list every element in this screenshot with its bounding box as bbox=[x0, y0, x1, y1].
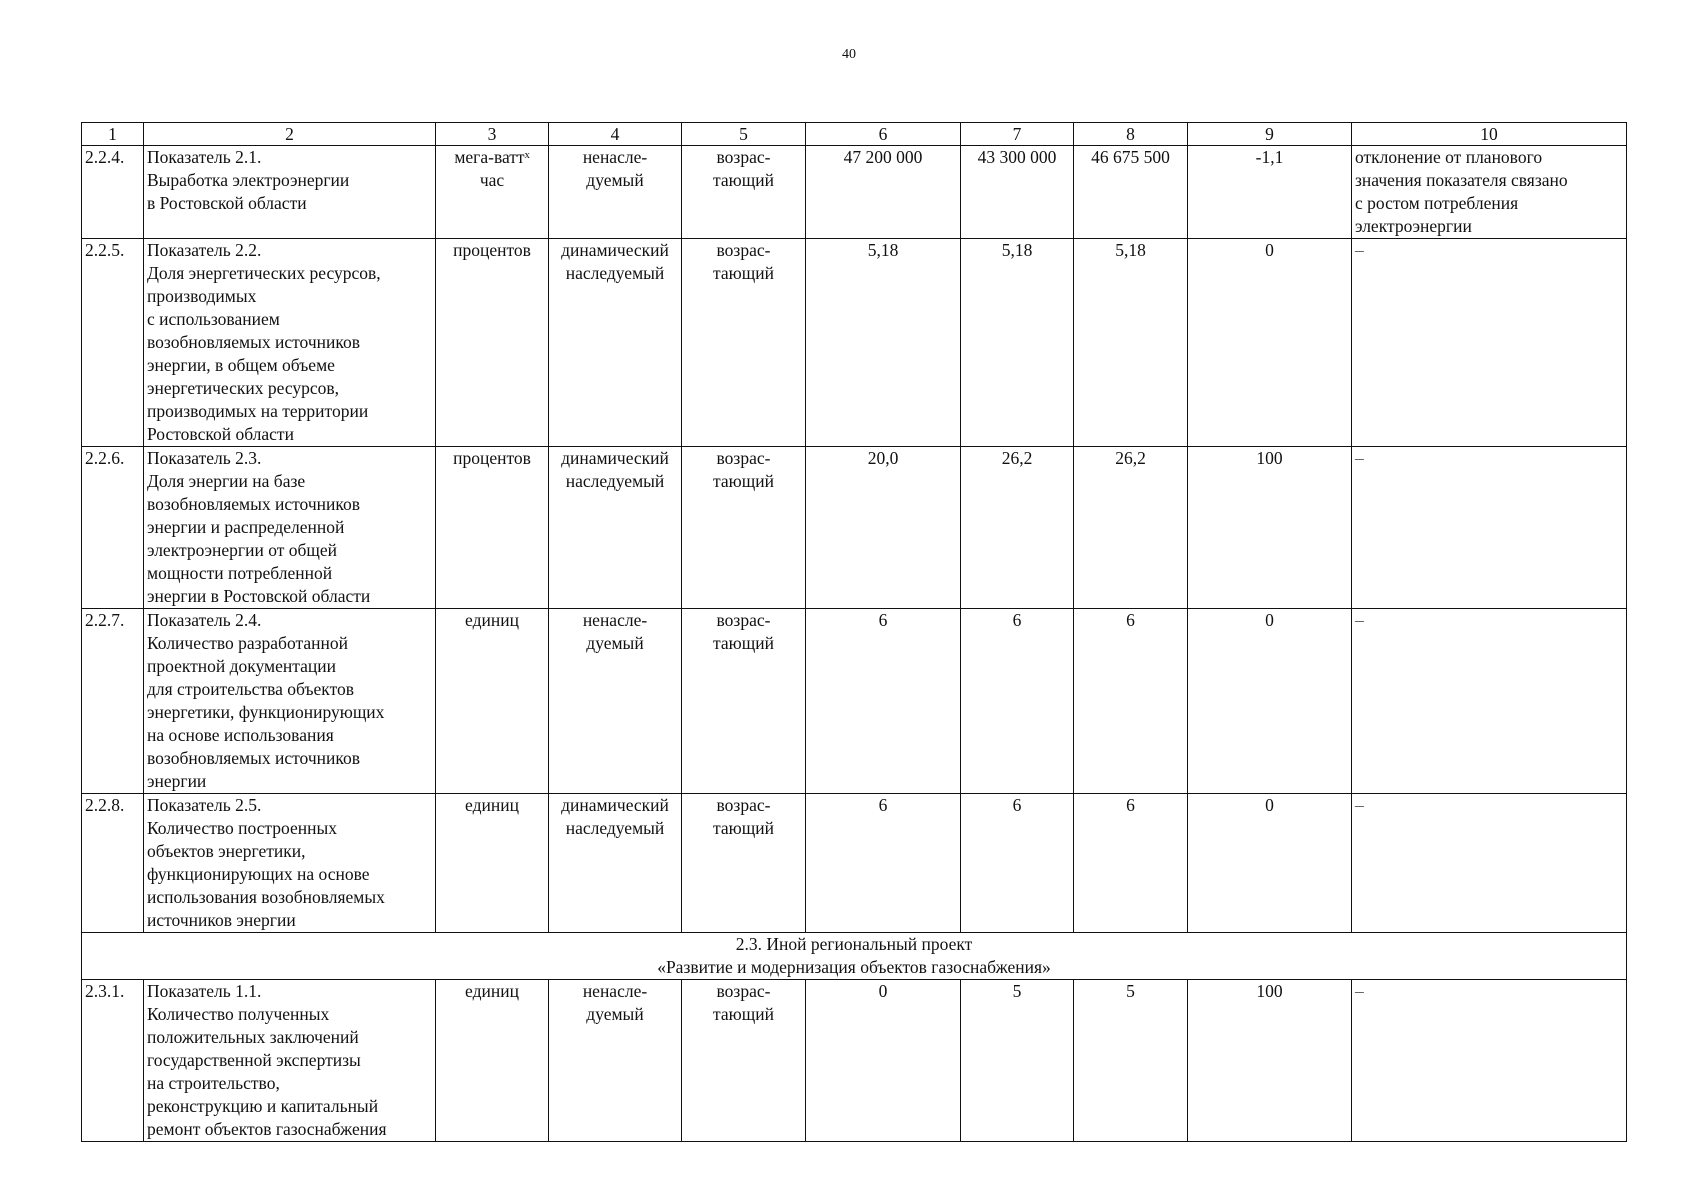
table-row bbox=[82, 794, 1627, 933]
column-header: 5 bbox=[682, 123, 806, 146]
actual-value: 26,2 bbox=[961, 447, 1074, 609]
section-title: 2.3. Иной региональный проект «Развитие и модернизация объектов газоснабжения» bbox=[82, 933, 1627, 980]
indicator-name: Показатель 2.4. Количество разработанной проектной документации для строительства объектов энергетики, функционирующих на основе использования возобновляемых источников энергии bbox=[144, 609, 436, 794]
indicator-direction: возрас- тающий bbox=[682, 609, 806, 794]
deviation-value: 0 bbox=[1188, 609, 1352, 794]
column-header: 9 bbox=[1188, 123, 1352, 146]
indicator-name: Показатель 2.3. Доля энергии на базе возобновляемых источников энергии и распределенной электроэнергии от общей мощности потребленной энергии в Ростовской области bbox=[144, 447, 436, 609]
column-header: 1 bbox=[82, 123, 144, 146]
deviation-note: отклонение от планового значения показателя связано с ростом потребления электроэнергии bbox=[1352, 146, 1627, 239]
table-row bbox=[82, 447, 1627, 609]
planned-value: 6 bbox=[806, 609, 961, 794]
column-header: 8 bbox=[1074, 123, 1188, 146]
section-row bbox=[82, 933, 1627, 980]
column-header: 6 bbox=[806, 123, 961, 146]
row-number: 2.2.6. bbox=[82, 447, 144, 609]
planned-value: 47 200 000 bbox=[806, 146, 961, 239]
column-header: 3 bbox=[436, 123, 549, 146]
value-col-8: 46 675 500 bbox=[1074, 146, 1188, 239]
indicator-name: Показатель 2.2. Доля энергетических ресурсов, производимых с использованием возобновляемых источников энергии, в общем объеме энергетических ресурсов, производимых на территории Ростовской области bbox=[144, 239, 436, 447]
actual-value: 43 300 000 bbox=[961, 146, 1074, 239]
deviation-note: – bbox=[1352, 239, 1627, 447]
indicator-type: динамический наследуемый bbox=[549, 239, 682, 447]
planned-value: 20,0 bbox=[806, 447, 961, 609]
column-header: 7 bbox=[961, 123, 1074, 146]
indicator-direction: возрас- тающий bbox=[682, 146, 806, 239]
deviation-note: – bbox=[1352, 980, 1627, 1142]
deviation-value: 100 bbox=[1188, 980, 1352, 1142]
indicator-name: Показатель 2.1. Выработка электроэнергии в Ростовской области bbox=[144, 146, 436, 239]
unit-of-measure: мега-ваттˣ час bbox=[436, 146, 549, 239]
value-col-8: 5,18 bbox=[1074, 239, 1188, 447]
table-row bbox=[82, 239, 1627, 447]
actual-value: 5,18 bbox=[961, 239, 1074, 447]
planned-value: 5,18 bbox=[806, 239, 961, 447]
deviation-note: – bbox=[1352, 794, 1627, 933]
indicator-type: ненасле- дуемый bbox=[549, 146, 682, 239]
column-header-row bbox=[82, 123, 1627, 146]
indicator-type: ненасле- дуемый bbox=[549, 980, 682, 1142]
deviation-note: – bbox=[1352, 609, 1627, 794]
table-row bbox=[82, 146, 1627, 239]
row-number: 2.2.5. bbox=[82, 239, 144, 447]
unit-of-measure: единиц bbox=[436, 980, 549, 1142]
column-header: 2 bbox=[144, 123, 436, 146]
indicator-direction: возрас- тающий bbox=[682, 447, 806, 609]
value-col-8: 6 bbox=[1074, 794, 1188, 933]
deviation-note: – bbox=[1352, 447, 1627, 609]
unit-of-measure: единиц bbox=[436, 609, 549, 794]
deviation-value: 100 bbox=[1188, 447, 1352, 609]
indicator-name: Показатель 2.5. Количество построенных объектов энергетики, функционирующих на основе использования возобновляемых источников энергии bbox=[144, 794, 436, 933]
deviation-value: 0 bbox=[1188, 239, 1352, 447]
indicator-direction: возрас- тающий bbox=[682, 239, 806, 447]
row-number: 2.2.8. bbox=[82, 794, 144, 933]
indicators-table bbox=[81, 122, 1627, 1142]
planned-value: 6 bbox=[806, 794, 961, 933]
table-row bbox=[82, 980, 1627, 1142]
indicator-type: динамический наследуемый bbox=[549, 447, 682, 609]
indicator-direction: возрас- тающий bbox=[682, 980, 806, 1142]
actual-value: 6 bbox=[961, 609, 1074, 794]
value-col-8: 26,2 bbox=[1074, 447, 1188, 609]
indicator-name: Показатель 1.1. Количество полученных положительных заключений государственной экспертизы на строительство, реконструкцию и капитальный ремонт объектов газоснабжения bbox=[144, 980, 436, 1142]
column-header: 10 bbox=[1352, 123, 1627, 146]
unit-of-measure: единиц bbox=[436, 794, 549, 933]
page-number: 40 bbox=[842, 47, 856, 62]
unit-of-measure: процентов bbox=[436, 447, 549, 609]
deviation-value: -1,1 bbox=[1188, 146, 1352, 239]
indicator-type: динамический наследуемый bbox=[549, 794, 682, 933]
actual-value: 5 bbox=[961, 980, 1074, 1142]
row-number: 2.3.1. bbox=[82, 980, 144, 1142]
indicator-type: ненасле- дуемый bbox=[549, 609, 682, 794]
column-header: 4 bbox=[549, 123, 682, 146]
value-col-8: 6 bbox=[1074, 609, 1188, 794]
table-body bbox=[82, 123, 1627, 1142]
row-number: 2.2.4. bbox=[82, 146, 144, 239]
unit-of-measure: процентов bbox=[436, 239, 549, 447]
actual-value: 6 bbox=[961, 794, 1074, 933]
value-col-8: 5 bbox=[1074, 980, 1188, 1142]
row-number: 2.2.7. bbox=[82, 609, 144, 794]
table-row bbox=[82, 609, 1627, 794]
planned-value: 0 bbox=[806, 980, 961, 1142]
indicator-direction: возрас- тающий bbox=[682, 794, 806, 933]
deviation-value: 0 bbox=[1188, 794, 1352, 933]
